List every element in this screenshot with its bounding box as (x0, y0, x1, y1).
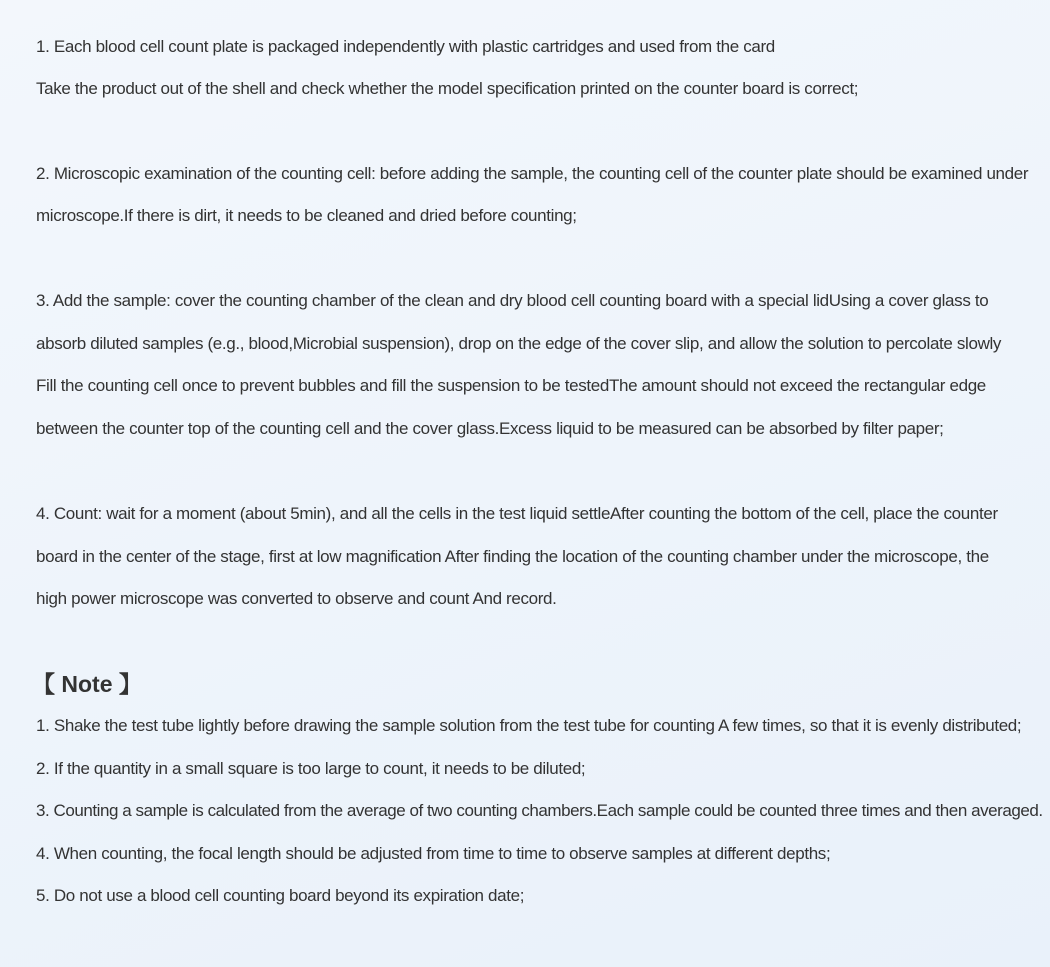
step-3-line-3: Fill the counting cell once to prevent bubbles and fill the suspension to be testedThe amount should not exceed the rectangular edge (36, 376, 986, 395)
step-4-line-2: board in the center of the stage, first at low magnification After finding the location of the counting chamber under the microscope, the (36, 547, 989, 566)
step-3-line-4: between the counter top of the counting cell and the cover glass.Excess liquid to be measured can be absorbed by filter paper; (36, 419, 944, 438)
note-heading: 【 Note 】 (32, 671, 142, 697)
note-item-5: 5. Do not use a blood cell counting board beyond its expiration date; (36, 886, 525, 905)
step-3-line-2: absorb diluted samples (e.g., blood,Microbial suspension), drop on the edge of the cover slip, and allow the solution to percolate slowly (36, 334, 1002, 353)
step-2-line-2: microscope.If there is dirt, it needs to be cleaned and dried before counting; (36, 206, 577, 225)
note-item-4: 4. When counting, the focal length should be adjusted from time to time to observe samples at different depths; (36, 844, 831, 863)
step-2-line-1: 2. Microscopic examination of the counting cell: before adding the sample, the counting cell of the counter plate should be examined under (36, 164, 1029, 183)
step-4-line-1: 4. Count: wait for a moment (about 5min), and all the cells in the test liquid settleAfter counting the bottom of the cell, place the counter (36, 504, 998, 523)
note-item-1: 1. Shake the test tube lightly before drawing the sample solution from the test tube for counting A few times, so that it is evenly distributed; (36, 716, 1022, 735)
step-1-line-2: Take the product out of the shell and check whether the model specification printed on the counter board is correct; (36, 79, 859, 98)
note-item-2: 2. If the quantity in a small square is too large to count, it needs to be diluted; (36, 759, 586, 778)
step-3-line-1: 3. Add the sample: cover the counting chamber of the clean and dry blood cell counting board with a special lidUsing a cover glass to (36, 291, 989, 310)
note-item-3: 3. Counting a sample is calculated from the average of two counting chambers.Each sample could be counted three times and then averaged. (36, 801, 1043, 820)
step-1-line-1: 1. Each blood cell count plate is packaged independently with plastic cartridges and used from the card (36, 37, 775, 56)
step-4-line-3: high power microscope was converted to observe and count And record. (36, 589, 557, 608)
